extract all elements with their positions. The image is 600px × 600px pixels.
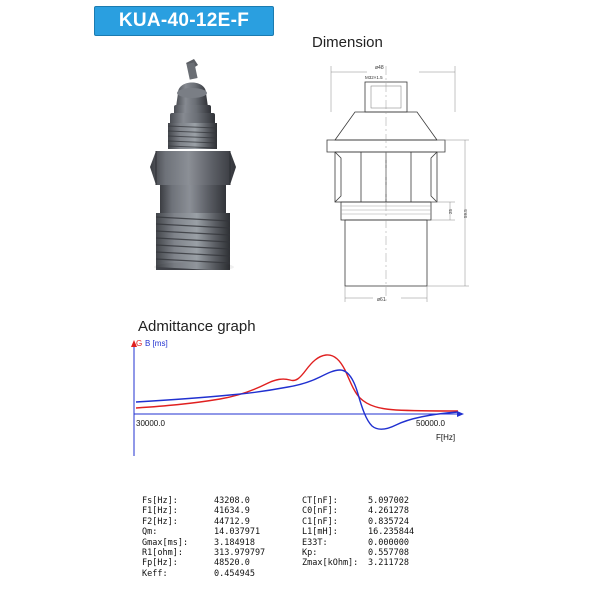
parameter-v2: 0.000000	[368, 537, 409, 548]
parameter-row	[142, 517, 448, 527]
parameter-k1: F1[Hz]:	[142, 506, 178, 517]
main-body	[160, 185, 226, 215]
dim-label-bottom-diameter: ø61	[377, 297, 386, 303]
parameter-v1: 48520.0	[214, 558, 250, 569]
parameter-v2: 3.211728	[368, 558, 409, 569]
dim-label-height-total: 59.5	[463, 209, 468, 218]
parameter-v1: 44712.9	[214, 516, 250, 527]
parameter-k2: CT[nF]:	[302, 496, 338, 506]
product-photo	[120, 55, 290, 270]
admittance-graph-heading: Admittance graph	[138, 318, 256, 335]
product-title: KUA-40-12E-F	[118, 10, 250, 31]
parameter-k1: Fs[Hz]:	[142, 496, 178, 506]
parameter-k1: Qm:	[142, 527, 158, 538]
parameter-v1: 3.184918	[214, 537, 255, 548]
parameter-k2: C0[nF]:	[302, 506, 338, 517]
parameter-v2: 0.835724	[368, 516, 409, 527]
parameter-k2: E33T:	[302, 537, 328, 548]
parameter-v1: 14.037971	[214, 527, 261, 538]
parameter-row	[142, 538, 448, 548]
parameter-k1: F2[Hz]:	[142, 516, 178, 527]
parameter-row	[142, 558, 448, 568]
parameter-k2: L1[mH]:	[302, 527, 338, 538]
parameter-k1: R1[ohm]:	[142, 548, 183, 559]
parameter-k1: Keff:	[142, 568, 168, 579]
parameter-k1: Gmax[ms]:	[142, 537, 189, 548]
dim-label-top-diameter: ø48	[375, 65, 384, 71]
parameter-v2: 5.097002	[368, 496, 409, 506]
parameter-row	[142, 548, 448, 558]
parameter-v2: 4.261278	[368, 506, 409, 517]
parameter-row	[142, 569, 448, 579]
parameter-v1: 43208.0	[214, 496, 250, 506]
parameter-k2: Kp:	[302, 548, 318, 559]
dim-label-thread-top: M32×1.5	[365, 75, 383, 80]
svg-text:B [ms]: B [ms]	[145, 339, 168, 348]
admittance-chart	[120, 336, 480, 466]
parameter-k2: C1[nF]:	[302, 516, 338, 527]
dimension-heading: Dimension	[312, 34, 383, 51]
axis-label-y: G	[136, 339, 143, 348]
parameter-v2: 0.557708	[368, 548, 409, 559]
hex-flange	[150, 151, 236, 185]
parameter-k1: Fp[Hz]:	[142, 558, 178, 569]
parameter-v1: 313.979797	[214, 548, 266, 559]
parameter-row	[142, 496, 448, 506]
parameter-table	[142, 496, 448, 579]
parameter-table-body	[142, 496, 448, 579]
parameter-v2: 16.235844	[368, 527, 415, 538]
parameter-row	[142, 527, 448, 537]
dim-label-height-small: 25	[448, 208, 453, 214]
parameter-row	[142, 506, 448, 516]
parameter-k2: Zmax[kOhm]:	[302, 558, 359, 569]
parameter-v2	[368, 569, 448, 579]
parameter-k2	[302, 569, 368, 579]
dimension-drawing	[305, 52, 485, 307]
axis-tick-start: 30000.0	[136, 419, 165, 428]
axis-tick-end: 50000.0	[416, 419, 445, 428]
product-title-banner	[94, 6, 274, 36]
curve-g	[136, 355, 458, 411]
axis-label-x: F[Hz]	[436, 433, 456, 442]
parameter-v1: 0.454945	[214, 568, 255, 579]
parameter-v1: 41634.9	[214, 506, 250, 517]
